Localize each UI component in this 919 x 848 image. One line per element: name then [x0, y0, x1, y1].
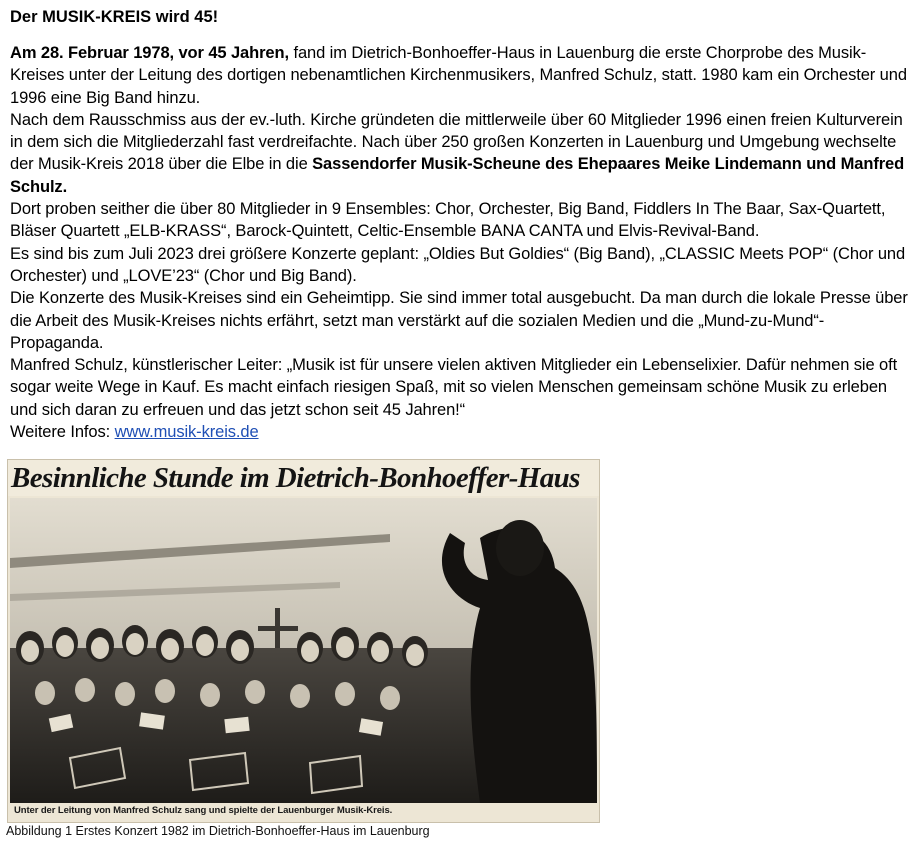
history-text: Nach dem Rausschmiss aus der ev.-luth. Kirche gründeten die mittlerweile über 60 Mitglieder 1996 einen freien Kulturverein in dem sich die Mitgliederzahl fast verdreifachte. Nach über 250 großen Konzerten in Lauenburg und Umgebung wechselte der Musik-Kreis 2018 über die Elbe in die — [10, 110, 903, 174]
paragraph-media: Die Konzerte des Musik-Kreises sind ein Geheimtipp. Sie sind immer total ausgebucht. Da man durch die lokale Presse über die Arbeit des Musik-Kreises nichts erfährt, setzt man verstärkt auf die sozialen Medien und die „Mund-zu-Mund“-Propaganda. — [10, 289, 908, 352]
figure-caption: Abbildung 1 Erstes Konzert 1982 im Dietrich-Bonhoeffer-Haus im Lauenburg — [6, 824, 430, 838]
page-title: Der MUSIK-KREIS wird 45! — [10, 8, 219, 26]
paragraph-ensembles: Dort proben seither die über 80 Mitglieder in 9 Ensembles: Chor, Orchester, Big Band, Fiddlers In The Baar, Sax-Quartett, Bläser Quartett „ELB-KRASS“, Barock-Quintett, Celtic-Ensemble BANA CANTA und Elvis-Revival-Band. — [10, 200, 886, 241]
intro-text: fand im Dietrich-Bonhoeffer-Haus in Lauenburg die erste Chorprobe des Musik-Kreises unter der Leitung des dortigen nebenamtlichen Kirchenmusikers, Manfred Schulz, statt. 1980 kam ein Orchester und 1996 eine Big Band hinzu. — [10, 44, 907, 107]
clipping-headline-bar — [8, 460, 599, 496]
history-bold: Sassendorfer Musik-Scheune des Ehepaares Meike Lindemann und Manfred Schulz. — [10, 155, 905, 196]
more-info — [10, 421, 910, 443]
paragraph-quote: Manfred Schulz, künstlerischer Leiter: „Musik ist für unsere vielen aktiven Mitglieder ein Lebenselixier. Dafür nehmen sie oft sogar weite Wege in Kauf. Es macht einfach riesigen Spaß, mit so vielen Menschen gemeinsam schöne Musik zu erleben und sich daran zu erfreuen und das jetzt schon seit 45 Jahren!“ — [10, 356, 898, 419]
clipping-headline: Besinnliche Stunde im Dietrich-Bonhoeffer-Haus — [11, 462, 580, 494]
newspaper-clipping — [7, 459, 600, 823]
more-info-label: Weitere Infos: — [10, 423, 115, 442]
clipping-photo-caption: Unter der Leitung von Manfred Schulz sang und spielte der Lauenburger Musik-Kreis. — [14, 805, 393, 816]
paragraph-intro — [10, 42, 910, 109]
intro-lead: Am 28. Februar 1978, vor 45 Jahren, — [10, 44, 289, 62]
paragraph-concerts: Es sind bis zum Juli 2023 drei größere Konzerte geplant: „Oldies But Goldies“ (Big Band), „CLASSIC Meets POP“ (Chor und Orchester) und „LOVE’23“ (Chor und Big Band). — [10, 244, 906, 285]
website-link[interactable]: www.musik-kreis.de — [114, 423, 259, 442]
paragraph-history — [10, 109, 910, 198]
article-body — [10, 42, 910, 443]
choir-photo — [10, 498, 597, 803]
